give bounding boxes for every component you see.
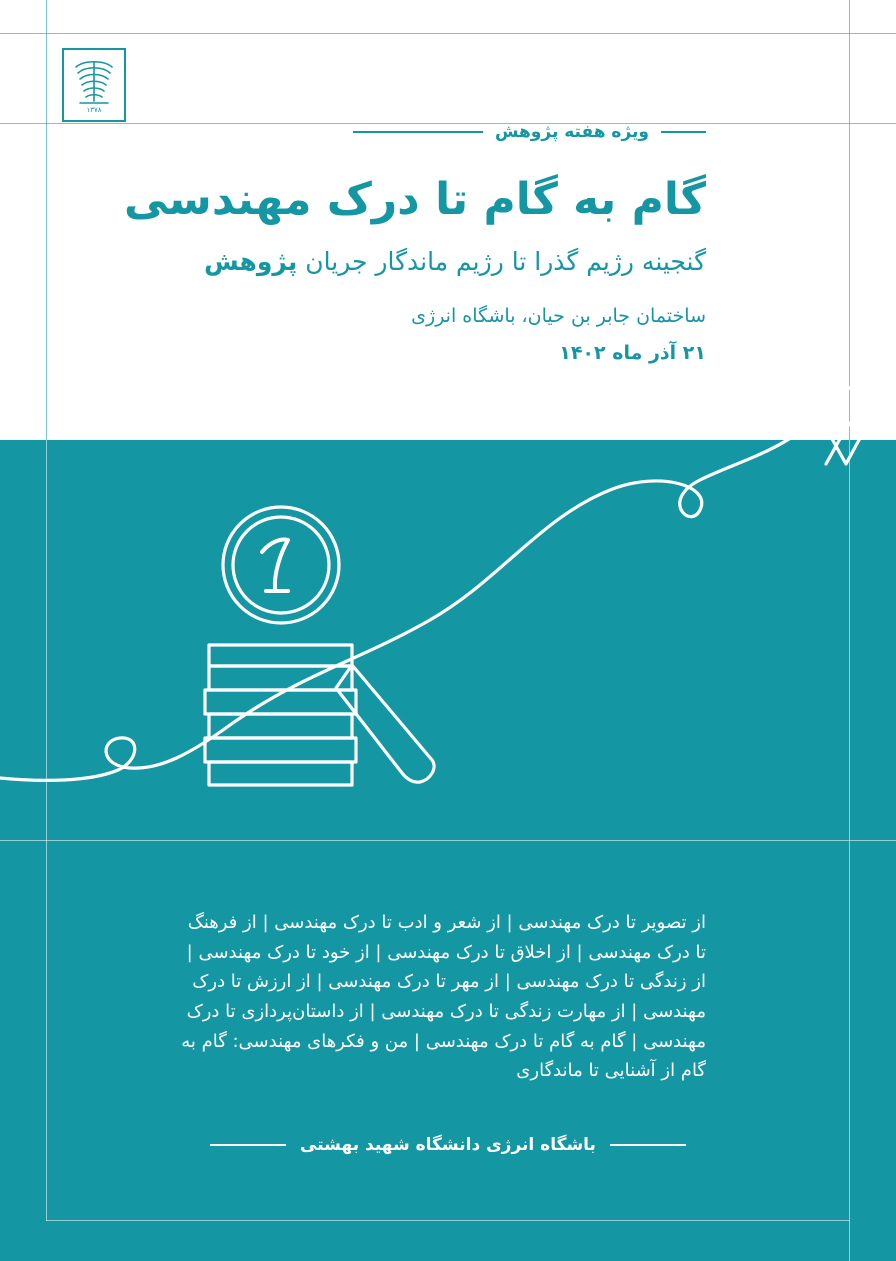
footer-rule-left bbox=[210, 1144, 286, 1146]
frame-line-horizontal-bottom bbox=[46, 1220, 850, 1221]
page-subtitle bbox=[86, 243, 706, 281]
university-logo bbox=[62, 48, 126, 122]
kicker-rule-right bbox=[661, 131, 706, 133]
event-date: ۲۱ آذر ماه ۱۴۰۲ bbox=[559, 342, 706, 364]
kicker-label: ویژه هفته پژوهش bbox=[494, 122, 649, 142]
frame-line-left-bottom bbox=[46, 440, 47, 1221]
topics-list: از تصویر تا درک مهندسی | از شعر و ادب تا درک مهندسی | از فرهنگ تا درک مهندسی | از اخلاق تا درک مهندسی | از خود تا درک مهندسی | از زندگی تا درک مهندسی | از مهر تا درک مهندسی | از ارزش تا درک مهندسی | از مهارت زندگی تا درک مهندسی | از داستان‌پردازی تا درک مهندسی | گام به گام تا درک مهندسی | من و فکرهای مهندسی: گام به گام از آشنایی تا ماندگاری bbox=[181, 912, 706, 1082]
event-venue: ساختمان جابر بن حیان، باشگاه انرژی bbox=[411, 305, 706, 327]
frame-line-right-top bbox=[849, 0, 850, 440]
footer-rule-right bbox=[610, 1144, 686, 1146]
kicker-row bbox=[353, 122, 706, 142]
footer-organizer: باشگاه انرژی دانشگاه شهید بهشتی bbox=[300, 1135, 596, 1155]
frame-line-horizontal-top bbox=[0, 33, 896, 34]
subtitle-plain-text: گنجینه رژیم گذرا تا رژیم ماندگار جریان bbox=[297, 247, 706, 276]
logo-year-text: ۱۳۷۸ bbox=[86, 106, 102, 114]
footer-row bbox=[0, 1135, 896, 1155]
page-title: گام به گام تا درک مهندسی bbox=[124, 174, 706, 225]
subtitle-bold-text: پژوهش bbox=[204, 247, 298, 276]
frame-line-left-top bbox=[46, 0, 47, 440]
frame-line-horizontal-mid bbox=[0, 840, 896, 841]
kicker-rule-left bbox=[353, 131, 483, 133]
